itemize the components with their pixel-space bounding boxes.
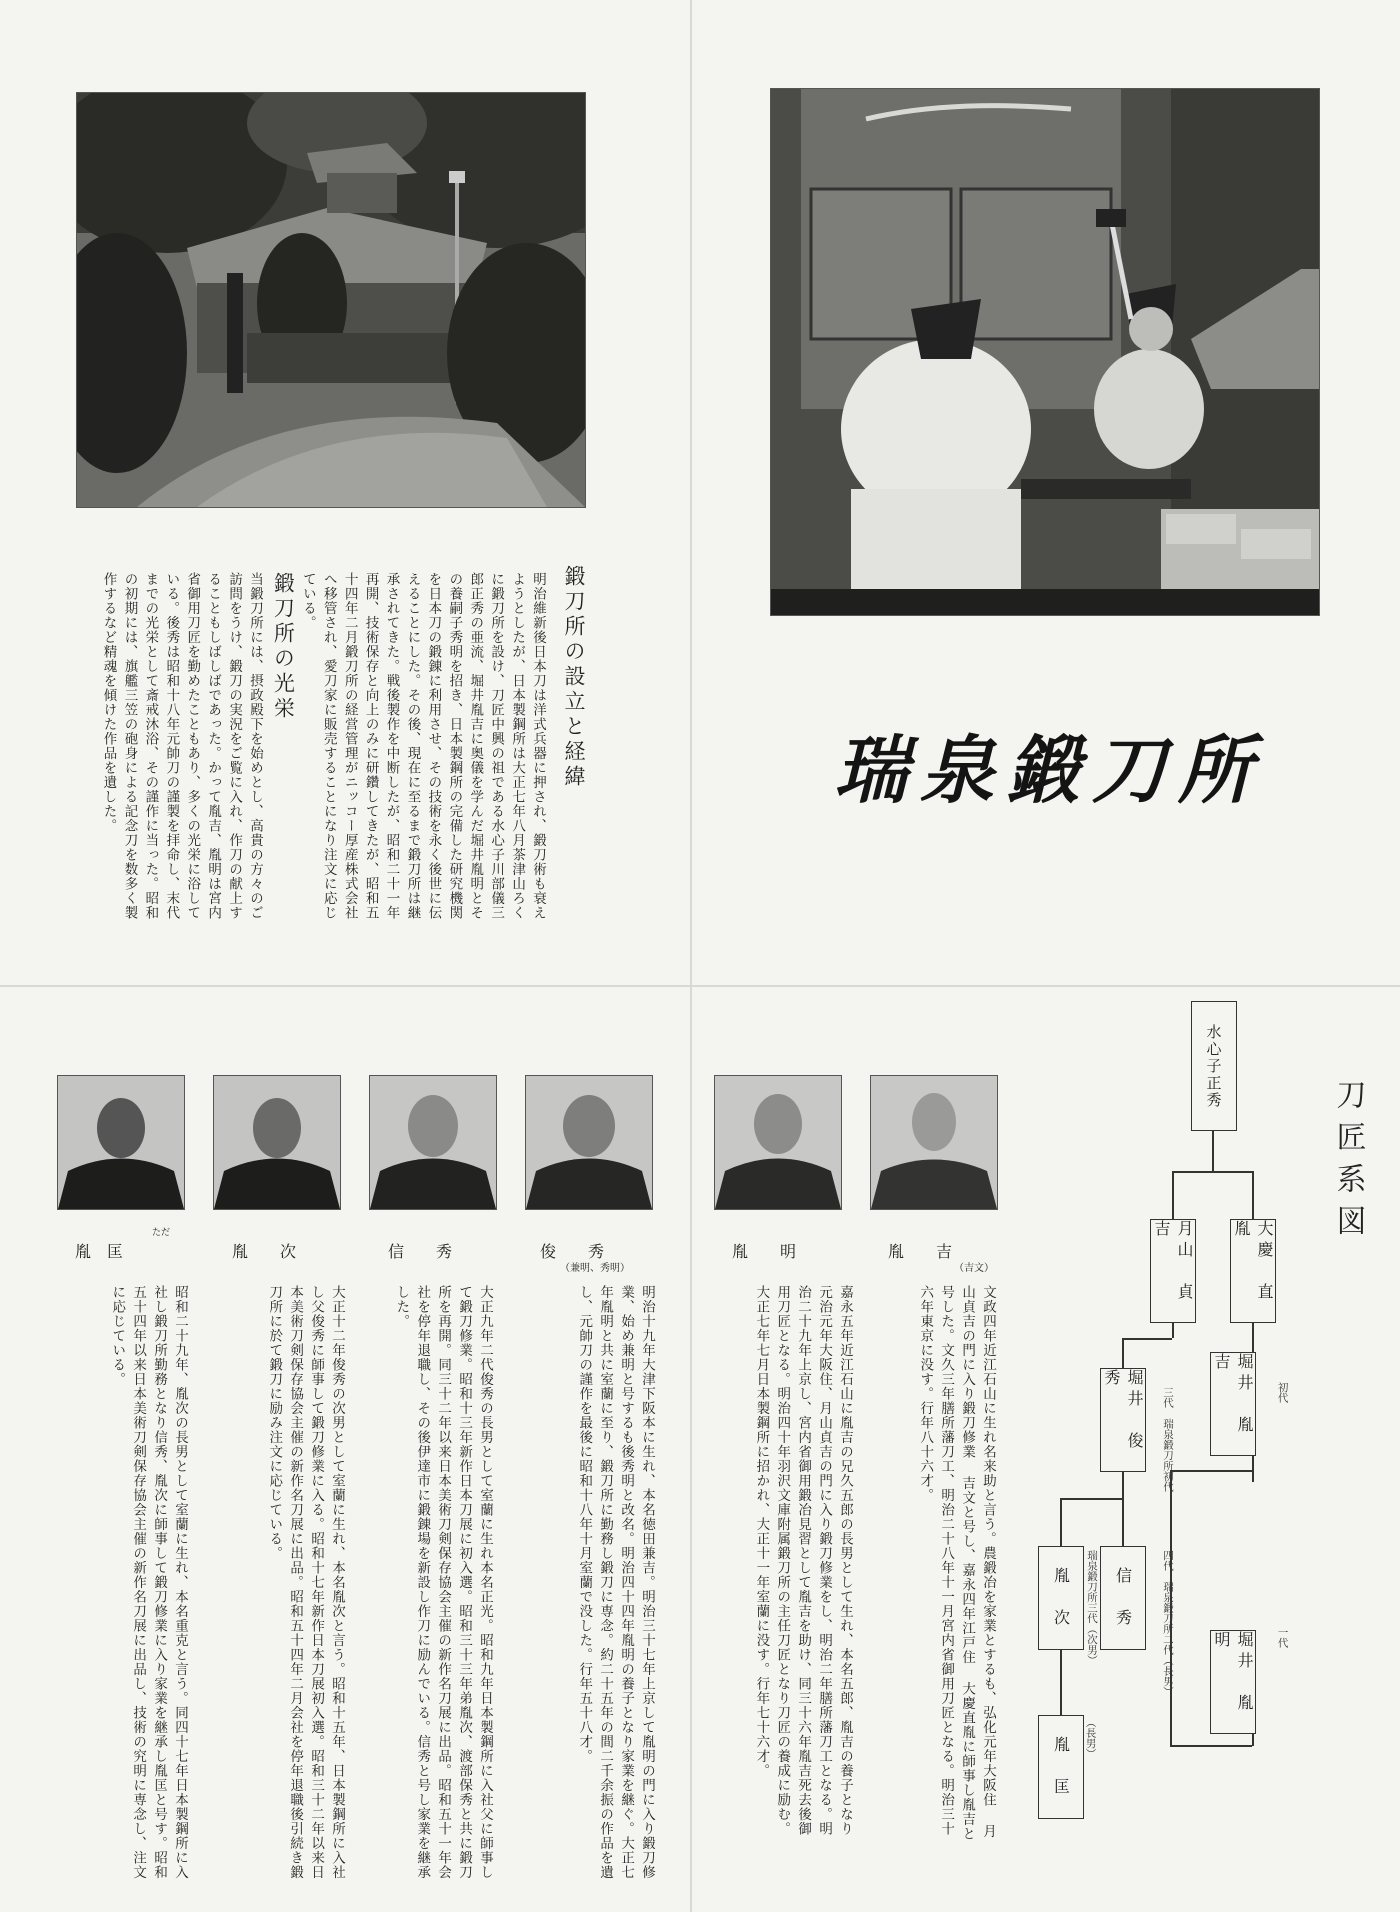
photo-forge-building: [76, 92, 586, 508]
tree-node-toshihide: 堀井 俊秀: [1100, 1368, 1146, 1472]
name-toshihide: 俊 秀: [540, 1242, 605, 1261]
tree-line: [1172, 1171, 1174, 1219]
note-toshihide: （兼明、秀明）: [560, 1263, 630, 1274]
page-top-left: [0, 0, 690, 985]
tree-node-nobuhide: 信 秀: [1100, 1546, 1146, 1650]
tree-line: [1122, 1338, 1172, 1340]
tree-line: [1170, 1745, 1252, 1747]
tree-line: [1172, 1171, 1252, 1173]
tree-node-masahide: 水心子正秀: [1191, 1001, 1237, 1131]
photo-forging-scene: [770, 88, 1320, 616]
tree-node-tanetsugu: 胤 次: [1038, 1546, 1084, 1650]
name-tanemasa: 胤 匡: [75, 1242, 124, 1261]
forge-building-image: [77, 93, 585, 507]
calligraphy-title: 瑞泉鍛刀所: [834, 728, 1264, 814]
portrait-nobuhide: [369, 1075, 497, 1210]
portrait-taneyoshi: [870, 1075, 998, 1210]
tree-node-taikei: 大慶 直胤: [1230, 1219, 1276, 1323]
bio-taneaki: 嘉永五年近江石山に胤吉の兄久五郎の長男として生れ、本名五郎、胤吉の養子となり元治元年大阪住、月山貞吉の門に入り鍛刀修業をし、明治二年膳所藩刀工となる。明治二十九年上京し、宮内省御用鍛冶見習として胤吉を助け、同三十六年胤吉死去後御用刀匠となる。明治四十年羽沢文庫附属鍛刀所の主任刀匠となり刀匠の養成に励む。大正七年七月日本製鋼所に招かれ、大正十一年室蘭に没す。行年七十六才。: [753, 1285, 853, 1836]
gen-label-tanemasa: （長男）: [1084, 1717, 1097, 1759]
gen-label-nobuhide: 四代 瑞泉鍛刀所二代（長男）: [1162, 1550, 1174, 1697]
name-taneaki: 胤 明: [732, 1242, 797, 1261]
tree-line: [1212, 1131, 1214, 1171]
gen-label-toshihide: 三代 瑞泉鍛刀所初代: [1162, 1387, 1174, 1492]
page-top-right: [692, 0, 1400, 985]
name-taneyoshi: 胤 吉: [888, 1242, 953, 1261]
tree-line: [1170, 1470, 1254, 1472]
bio-tanemasa: 昭和二十九年、胤次の長男として室蘭に生れ、本名重克と言う。同四十七年日本製鋼所に入社し鍛刀所勤務となり信秀、胤次に師事して鍛刀修業に入り家業を継承し胤匡と号す。昭和五十四年以来日本美術刀剣保存協会主催の新作名刀展に出品し、技術の究明に専念し、注文に応じている。: [109, 1285, 188, 1880]
bio-tanetsugu: 大正十二年俊秀の次男として室蘭に生れ、本名胤次と言う。昭和十五年、日本製鋼所に入社し父俊秀に師事して鍛刀修業に入る。昭和十七年新作日本刀展初入選。昭和三十二年以来日本美術刀剣保存協会主催の新作名刀展に出品。昭和五十四年二月会社を停年退職後引続き鍛刀所に於て鍛刀に励み注文に応じている。: [266, 1285, 345, 1880]
portrait-tanemasa: [57, 1075, 185, 1210]
tree-node-tanemasa: 胤 匡: [1038, 1715, 1084, 1819]
gen-label-tanetsugu: 瑞泉鍛刀所三代（次男）: [1086, 1550, 1098, 1666]
section2-body: 当鍛刀所には、摂政殿下を始めとし、高貴の方々のご訪問をうけ、鍛刀の実況をご覧に入れ、作刀の献上することもしばしばであった。かって胤吉、胤明は宮内省御用刀匠を勤めたこともあり、多くの光栄に浴している。後秀は昭和十八年元帥刀の謹製を拝命し、末代までの光栄として斎戒沐浴、その謹作に当った。昭和の初期には、旗艦三笠の砲身による記念刀を数多く製作するなど精魂を傾けた作品を遺した。: [100, 572, 263, 920]
tree-line: [1252, 1171, 1254, 1219]
section1-body: 明治維新後日本刀は洋式兵器に押され、鍛刀術も衰えようとしたが、日本製鋼所は大正七年八月茶津山ろくに鍛刀所を設け、刀匠中興の祖である水心子川部儀三郎正秀の亜流、堀井胤吉に奥儀を学んだ堀井胤明とその養嗣子秀明を招き、日本製鋼所の完備した研究機関を日本刀の鍛錬に利用させ、その技術を永く後世に伝えることにした。その後、現在に至るまで鍛刀所は継承されてきた。戦後製作を中断したが、昭和二十一年再開、技術保存と向上のみに研鑽してきたが、昭和五十四年二月鍛刀所の経営管理がニッコー厚産株式会社へ移管され、愛刀家に販売することになり注文に応じている。: [299, 572, 546, 920]
tree-node-gassan: 月山 貞吉: [1150, 1219, 1196, 1323]
portrait-tanetsugu: [213, 1075, 341, 1210]
page-bottom-right: [692, 987, 1400, 1912]
name-nobuhide: 信 秀: [388, 1242, 453, 1261]
tree-node-taneaki: 堀井 胤明: [1210, 1630, 1256, 1734]
tree-line: [1122, 1498, 1124, 1546]
gen-label-taneaki: 一代: [1276, 1627, 1289, 1648]
tree-node-taneyoshi: 堀井 胤吉: [1210, 1352, 1256, 1456]
name-tanetsugu: 胤 次: [232, 1242, 297, 1261]
portrait-taneaki: [714, 1075, 842, 1210]
genealogy-heading: 刀匠系図: [1330, 1079, 1366, 1247]
tree-line: [1060, 1647, 1062, 1715]
page-bottom-left: [0, 987, 690, 1912]
section2-heading: 鍛刀所の光栄: [271, 572, 296, 722]
bio-nobuhide: 大正九年二代俊秀の長男として室蘭に生れ本名正光。昭和九年日本製鋼所に入社父に師事して鍛刀修業。昭和十三年新作日本刀展に初入選。昭和三十三年弟胤次、渡部保秀と共に鍛刀所を再開。同三十二年以来日本美術刀剣保存協会主催の新作名刀展に出品。昭和五十一年会社を停年退職し、その後伊達市に鍛錬場を新設し作刀に励んでいる。信秀と号し家業を継承した。: [393, 1285, 493, 1880]
section1-heading: 鍛刀所の設立と経緯: [562, 565, 586, 790]
tree-line: [1060, 1498, 1124, 1500]
tree-line: [1122, 1338, 1124, 1368]
gen-label-taneyoshi: 初代: [1276, 1382, 1289, 1403]
bio-taneyoshi: 文政四年近江石山に生れ名来助と言う。農鍛冶を家業とするも、弘化元年大阪住 月山貞吉の門に入り鍛刀修業 吉文と号し、嘉永四年江戸住 大慶直胤に師事し胤吉と号した。文久三年膳所藩刀工、明治二十八年十一月宮内省御用刀匠となる。明治三十六年東京に没す。行年八十六才。: [917, 1285, 996, 1841]
portrait-toshihide: [525, 1075, 653, 1210]
note-taneyoshi: （吉文）: [954, 1263, 994, 1274]
ruby-tanemasa: ただ: [152, 1228, 171, 1238]
forging-scene-image: [771, 89, 1319, 615]
bio-toshihide: 明治十九年大津下阪本に生れ、本名徳田兼吉。明治三十七年上京して胤明の門に入り鍛刀修業、始め兼明と号するも後秀明と改名。明治四十四年胤明の養子となり家業を継ぐ。大正七年胤明と共に室蘭に至り、鍛刀所に勤務し鍛刀に専念。約二十五年の間二千余振の作品を遺し、元帥刀の謹作を最後に昭和十八年十月室蘭で没した。行年五十八才。: [576, 1285, 655, 1880]
tree-line: [1060, 1498, 1062, 1546]
